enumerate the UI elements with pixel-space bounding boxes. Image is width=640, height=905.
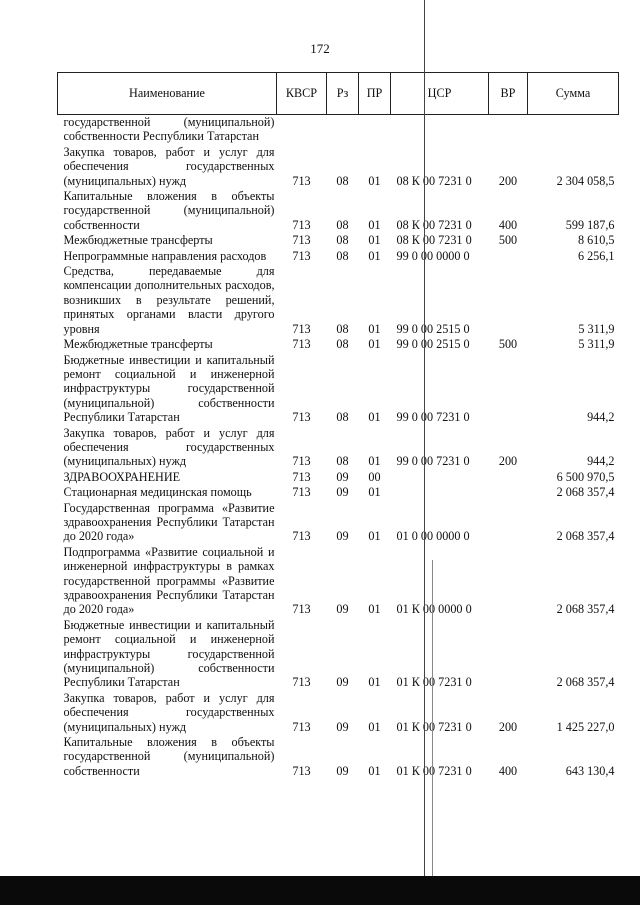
cell-vr	[489, 470, 528, 485]
cell-name: Межбюджетные трансферты	[63, 337, 213, 352]
cell-pr: 01	[368, 233, 381, 248]
cell-sum: 599 187,6	[565, 217, 615, 232]
cell-vr	[489, 485, 528, 500]
cell-sum: 8 610,5	[577, 233, 615, 248]
cell-csr: 01 0 00 0000 0	[396, 529, 470, 544]
table-row	[58, 618, 619, 691]
header-kvsr: КВСР	[277, 73, 327, 115]
cell-csr	[391, 470, 489, 485]
table-row	[58, 470, 619, 485]
cell-pr: 01	[368, 485, 381, 500]
cell-pr: 01	[368, 321, 381, 336]
table-header-row	[58, 73, 619, 115]
cell-kvsr: 713	[292, 454, 311, 469]
scan-bottom-edge	[0, 876, 640, 905]
cell-csr: 99 0 00 2515 0	[396, 337, 470, 352]
table-row	[58, 264, 619, 337]
table-row	[58, 545, 619, 618]
cell-pr: 01	[368, 529, 381, 544]
cell-vr: 200	[498, 454, 518, 469]
table-row	[58, 735, 619, 779]
table-row	[58, 485, 619, 500]
cell-csr: 99 0 00 7231 0	[396, 454, 470, 469]
cell-kvsr	[277, 115, 327, 145]
cell-csr: 99 0 00 0000 0	[396, 248, 470, 263]
header-rz: Рз	[327, 73, 359, 115]
cell-csr	[391, 485, 489, 500]
cell-pr: 00	[368, 469, 381, 484]
page-number: 172	[310, 41, 330, 56]
cell-rz: 08	[336, 173, 349, 188]
cell-kvsr: 713	[292, 763, 311, 778]
cell-kvsr: 713	[292, 248, 311, 263]
cell-name: Закупка товаров, работ и услуг для обеспечения государственных (муниципальных) нужд	[63, 690, 275, 734]
cell-csr: 01 К 00 7231 0	[396, 675, 472, 690]
cell-sum: 2 068 357,4	[556, 529, 615, 544]
cell-csr: 08 К 00 7231 0	[396, 217, 472, 232]
header-sum: Сумма	[528, 73, 619, 115]
table-body	[58, 115, 619, 780]
cell-sum: 5 311,9	[578, 321, 615, 336]
scan-line	[424, 0, 425, 876]
cell-kvsr: 713	[292, 485, 311, 500]
cell-name: государственной (муниципальной) собственности Республики Татарстан	[63, 115, 275, 144]
cell-name: Капитальные вложения в объекты государственной (муниципальной) собственности	[63, 189, 275, 232]
scan-line-secondary	[432, 560, 433, 876]
cell-rz: 09	[336, 529, 349, 544]
cell-vr: 500	[498, 337, 518, 352]
cell-vr: 400	[498, 763, 518, 778]
cell-pr: 01	[368, 410, 381, 425]
cell-kvsr: 713	[292, 719, 311, 734]
budget-table-wrapper	[57, 72, 618, 779]
header-vr: ВР	[489, 73, 528, 115]
cell-sum	[528, 115, 619, 145]
cell-name: Бюджетные инвестиции и капитальный ремонт социальной и инженерной инфраструктуры государственной (муниципальной) собственности Республики Татарстан	[63, 617, 275, 690]
cell-kvsr: 713	[292, 233, 311, 248]
table-row	[58, 249, 619, 264]
table-row	[58, 426, 619, 470]
cell-vr	[489, 501, 528, 545]
cell-sum: 2 068 357,4	[556, 602, 615, 617]
cell-kvsr: 713	[292, 321, 311, 336]
header-csr: ЦСР	[391, 73, 489, 115]
cell-rz: 08	[336, 410, 349, 425]
cell-sum: 643 130,4	[565, 763, 615, 778]
table-row	[58, 353, 619, 426]
cell-csr: 99 0 00 2515 0	[396, 321, 470, 336]
cell-pr: 01	[368, 675, 381, 690]
cell-rz: 09	[336, 719, 349, 734]
cell-name: Непрограммные направления расходов	[63, 248, 267, 263]
cell-sum: 5 311,9	[578, 337, 615, 352]
cell-csr: 08 К 00 7231 0	[396, 233, 472, 248]
table-row	[58, 115, 619, 145]
cell-pr: 01	[368, 719, 381, 734]
cell-sum: 1 425 227,0	[556, 719, 615, 734]
cell-rz: 09	[336, 469, 349, 484]
cell-rz: 08	[336, 217, 349, 232]
cell-vr	[489, 353, 528, 426]
header-pr: ПР	[359, 73, 391, 115]
cell-sum: 6 256,1	[577, 248, 615, 263]
cell-name: Закупка товаров, работ и услуг для обеспечения государственных (муниципальных) нужд	[63, 144, 275, 188]
cell-rz: 08	[336, 454, 349, 469]
cell-name: Стационарная медицинская помощь	[63, 485, 252, 500]
cell-sum: 2 304 058,5	[556, 173, 615, 188]
cell-csr: 01 К 00 0000 0	[396, 602, 472, 617]
table-row	[58, 189, 619, 233]
cell-name: Подпрограмма «Развитие социальной и инженерной инфраструктуры в рамках государственной программы «Развитие здравоохранения Республики Татарстан до 2020 года»	[63, 544, 275, 617]
cell-name: Государственная программа «Развитие здравоохранения Республики Татарстан до 2020 года»	[63, 500, 275, 544]
cell-name: Капитальные вложения в объекты государственной (муниципальной) собственности	[63, 735, 275, 778]
cell-pr	[359, 115, 391, 145]
cell-pr: 01	[368, 248, 381, 263]
cell-sum: 6 500 970,5	[556, 469, 615, 484]
cell-sum: 2 068 357,4	[556, 675, 615, 690]
cell-rz: 08	[336, 233, 349, 248]
cell-pr: 01	[368, 337, 381, 352]
cell-sum: 944,2	[587, 410, 615, 425]
cell-rz: 09	[336, 485, 349, 500]
cell-vr	[489, 545, 528, 618]
cell-vr: 200	[498, 719, 518, 734]
cell-rz: 09	[336, 675, 349, 690]
cell-vr	[489, 618, 528, 691]
cell-csr: 01 К 00 7231 0	[396, 719, 472, 734]
cell-rz: 08	[336, 337, 349, 352]
cell-pr: 01	[368, 173, 381, 188]
cell-kvsr: 713	[292, 337, 311, 352]
cell-kvsr: 713	[292, 675, 311, 690]
cell-name: Закупка товаров, работ и услуг для обеспечения государственных (муниципальных) нужд	[63, 425, 275, 469]
cell-csr: 08 К 00 7231 0	[396, 173, 472, 188]
cell-sum: 2 068 357,4	[556, 485, 615, 500]
cell-pr: 01	[368, 217, 381, 232]
cell-vr: 400	[498, 217, 518, 232]
cell-rz	[327, 115, 359, 145]
table-row	[58, 501, 619, 545]
cell-vr	[489, 264, 528, 337]
table-row	[58, 233, 619, 248]
cell-rz: 09	[336, 763, 349, 778]
cell-vr: 500	[498, 233, 518, 248]
cell-pr: 01	[368, 763, 381, 778]
cell-vr	[489, 249, 528, 264]
cell-csr: 99 0 00 7231 0	[396, 410, 470, 425]
cell-name: Средства, передаваемые для компенсации дополнительных расходов, возникших в результате решений, принятых органами власти другого уровня	[63, 264, 275, 336]
cell-csr	[391, 115, 489, 145]
cell-vr	[489, 115, 528, 145]
cell-kvsr: 713	[292, 217, 311, 232]
cell-kvsr: 713	[292, 469, 311, 484]
cell-kvsr: 713	[292, 173, 311, 188]
budget-table	[57, 72, 619, 779]
cell-kvsr: 713	[292, 529, 311, 544]
cell-csr: 01 К 00 7231 0	[396, 763, 472, 778]
cell-pr: 01	[368, 602, 381, 617]
table-row	[58, 337, 619, 352]
cell-name: Бюджетные инвестиции и капитальный ремонт социальной и инженерной инфраструктуры государственной (муниципальной) собственности Республики Татарстан	[63, 352, 275, 425]
table-row	[58, 691, 619, 735]
table-row	[58, 145, 619, 189]
cell-rz: 08	[336, 248, 349, 263]
cell-rz: 09	[336, 602, 349, 617]
cell-vr: 200	[498, 173, 518, 188]
header-name: Наименование	[58, 73, 277, 115]
cell-rz: 08	[336, 321, 349, 336]
cell-pr: 01	[368, 454, 381, 469]
cell-name: ЗДРАВООХРАНЕНИЕ	[63, 469, 181, 484]
cell-name: Межбюджетные трансферты	[63, 233, 213, 248]
cell-kvsr: 713	[292, 410, 311, 425]
cell-sum: 944,2	[587, 454, 615, 469]
cell-kvsr: 713	[292, 602, 311, 617]
